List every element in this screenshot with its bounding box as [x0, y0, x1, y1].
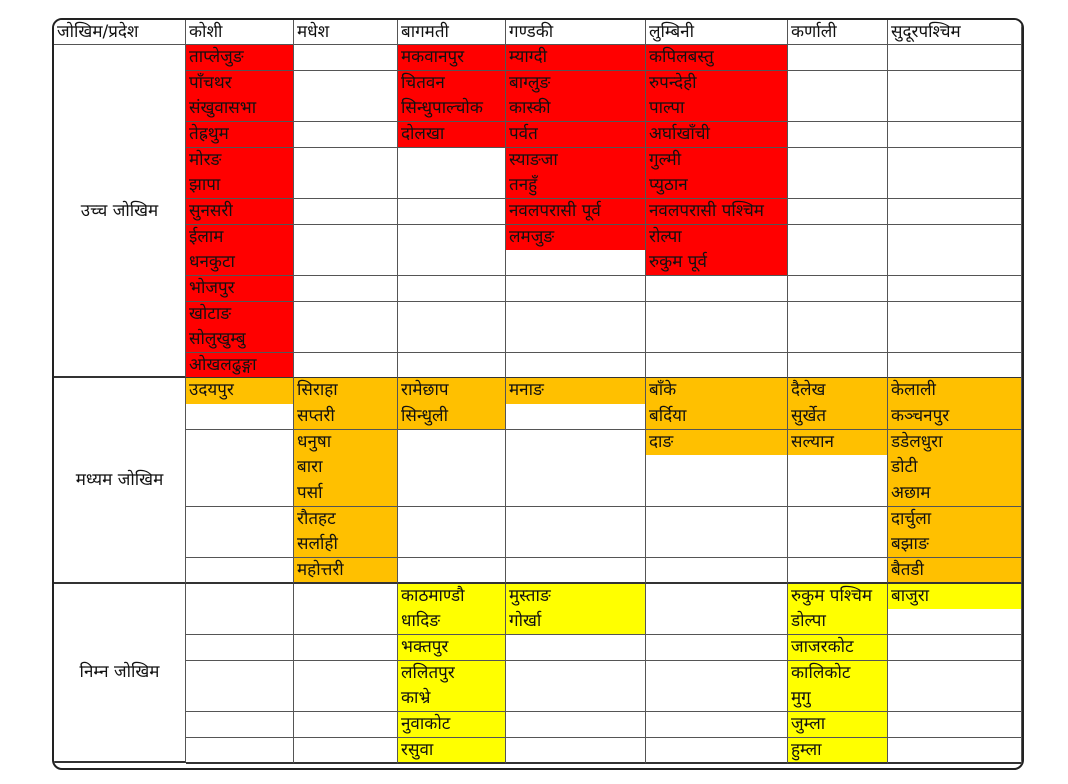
district-cell: रुकुम पूर्व	[646, 250, 788, 276]
empty-cell	[186, 507, 294, 533]
empty-cell	[294, 661, 398, 687]
empty-cell	[506, 635, 646, 661]
empty-cell	[294, 327, 398, 353]
empty-cell	[646, 507, 788, 533]
district-cell: अर्घाखाँची	[646, 122, 788, 148]
district-cell: पर्सा	[294, 481, 398, 507]
empty-cell	[646, 635, 788, 661]
header-category: जोखिम/प्रदेश	[54, 20, 186, 45]
empty-cell	[294, 686, 398, 712]
district-cell: केलाली	[888, 378, 1022, 404]
empty-cell	[506, 712, 646, 738]
district-cell: रसुवा	[398, 738, 506, 764]
empty-cell	[506, 250, 646, 276]
empty-cell	[186, 609, 294, 635]
empty-cell	[506, 353, 646, 379]
empty-cell	[398, 148, 506, 174]
empty-cell	[646, 661, 788, 687]
district-cell: काभ्रे	[398, 686, 506, 712]
empty-cell	[788, 199, 888, 225]
empty-cell	[398, 276, 506, 302]
district-cell: उदयपुर	[186, 378, 294, 404]
empty-cell	[506, 738, 646, 764]
district-cell: खोटाङ	[186, 302, 294, 328]
empty-cell	[398, 455, 506, 481]
district-cell: सुर्खेत	[788, 404, 888, 430]
district-cell: बाँके	[646, 378, 788, 404]
district-cell: जाजरकोट	[788, 635, 888, 661]
empty-cell	[398, 430, 506, 456]
district-cell: धनकुटा	[186, 250, 294, 276]
district-cell: दोलखा	[398, 122, 506, 148]
empty-cell	[294, 225, 398, 251]
district-cell: मोरङ	[186, 148, 294, 174]
district-cell: दार्चुला	[888, 507, 1022, 533]
district-cell: चितवन	[398, 71, 506, 97]
district-cell: बाग्लुङ	[506, 71, 646, 97]
empty-cell	[888, 276, 1022, 302]
empty-cell	[646, 455, 788, 481]
empty-cell	[646, 481, 788, 507]
district-cell: मुगु	[788, 686, 888, 712]
district-cell: पर्वत	[506, 122, 646, 148]
empty-cell	[788, 122, 888, 148]
empty-cell	[646, 302, 788, 328]
empty-cell	[888, 635, 1022, 661]
district-cell: ईलाम	[186, 225, 294, 251]
district-cell: कञ्चनपुर	[888, 404, 1022, 430]
empty-cell	[888, 45, 1022, 71]
empty-cell	[294, 96, 398, 122]
district-cell: रोल्पा	[646, 225, 788, 251]
empty-cell	[888, 609, 1022, 635]
district-cell: सर्लाही	[294, 532, 398, 558]
empty-cell	[888, 250, 1022, 276]
empty-cell	[888, 173, 1022, 199]
district-cell: सिन्धुपाल्चोक	[398, 96, 506, 122]
empty-cell	[888, 96, 1022, 122]
district-cell: जुम्ला	[788, 712, 888, 738]
empty-cell	[398, 327, 506, 353]
empty-cell	[398, 353, 506, 379]
empty-cell	[506, 327, 646, 353]
empty-cell	[788, 250, 888, 276]
empty-cell	[506, 276, 646, 302]
empty-cell	[294, 609, 398, 635]
header-province: सुदूरपश्चिम	[888, 20, 1022, 45]
risk-level-label: मध्यम जोखिम	[54, 378, 186, 583]
district-cell: धनुषा	[294, 430, 398, 456]
district-cell: पाल्पा	[646, 96, 788, 122]
risk-table-frame	[52, 18, 1024, 770]
empty-cell	[398, 302, 506, 328]
empty-cell	[294, 71, 398, 97]
header-province: कोशी	[186, 20, 294, 45]
empty-cell	[294, 45, 398, 71]
district-cell: दैलेख	[788, 378, 888, 404]
empty-cell	[788, 173, 888, 199]
district-cell: गुल्मी	[646, 148, 788, 174]
empty-cell	[186, 532, 294, 558]
district-cell: कपिलबस्तु	[646, 45, 788, 71]
empty-cell	[294, 122, 398, 148]
district-cell: कालिकोट	[788, 661, 888, 687]
empty-cell	[788, 96, 888, 122]
empty-cell	[294, 635, 398, 661]
empty-cell	[294, 302, 398, 328]
district-cell: ताप्लेजुङ	[186, 45, 294, 71]
empty-cell	[646, 609, 788, 635]
empty-cell	[186, 430, 294, 456]
empty-cell	[186, 404, 294, 430]
empty-cell	[398, 507, 506, 533]
header-province: मधेश	[294, 20, 398, 45]
empty-cell	[888, 122, 1022, 148]
empty-cell	[788, 45, 888, 71]
district-cell: नवलपरासी पश्चिम	[646, 199, 788, 225]
district-cell: रामेछाप	[398, 378, 506, 404]
header-province: गण्डकी	[506, 20, 646, 45]
empty-cell	[506, 686, 646, 712]
empty-cell	[888, 353, 1022, 379]
district-cell: नवलपरासी पूर्व	[506, 199, 646, 225]
empty-cell	[888, 327, 1022, 353]
empty-cell	[294, 199, 398, 225]
empty-cell	[888, 661, 1022, 687]
empty-cell	[646, 712, 788, 738]
district-cell: लमजुङ	[506, 225, 646, 251]
header-province: कर्णाली	[788, 20, 888, 45]
empty-cell	[888, 738, 1022, 764]
district-cell: हुम्ला	[788, 738, 888, 764]
district-cell: डडेलधुरा	[888, 430, 1022, 456]
empty-cell	[186, 635, 294, 661]
empty-cell	[506, 661, 646, 687]
empty-cell	[398, 481, 506, 507]
district-cell: भक्तपुर	[398, 635, 506, 661]
district-cell: सिराहा	[294, 378, 398, 404]
empty-cell	[788, 302, 888, 328]
empty-cell	[506, 558, 646, 584]
empty-cell	[186, 584, 294, 610]
risk-level-label: उच्च जोखिम	[54, 45, 186, 378]
empty-cell	[186, 481, 294, 507]
district-cell: मनाङ	[506, 378, 646, 404]
district-cell: मकवानपुर	[398, 45, 506, 71]
empty-cell	[186, 455, 294, 481]
district-cell: गोर्खा	[506, 609, 646, 635]
empty-cell	[186, 686, 294, 712]
empty-cell	[186, 712, 294, 738]
empty-cell	[788, 558, 888, 584]
district-cell: संखुवासभा	[186, 96, 294, 122]
empty-cell	[294, 584, 398, 610]
district-cell: बर्दिया	[646, 404, 788, 430]
district-cell: महोत्तरी	[294, 558, 398, 584]
empty-cell	[398, 532, 506, 558]
district-cell: काठमाण्डौ	[398, 584, 506, 610]
empty-cell	[646, 738, 788, 764]
district-cell: सिन्धुली	[398, 404, 506, 430]
district-cell: बारा	[294, 455, 398, 481]
empty-cell	[788, 353, 888, 379]
empty-cell	[888, 225, 1022, 251]
empty-cell	[888, 712, 1022, 738]
district-cell: रुकुम पश्चिम	[788, 584, 888, 610]
empty-cell	[646, 584, 788, 610]
empty-cell	[294, 353, 398, 379]
empty-cell	[888, 302, 1022, 328]
district-cell: मुस्ताङ	[506, 584, 646, 610]
empty-cell	[788, 148, 888, 174]
empty-cell	[506, 507, 646, 533]
empty-cell	[506, 481, 646, 507]
empty-cell	[398, 173, 506, 199]
empty-cell	[646, 686, 788, 712]
empty-cell	[788, 481, 888, 507]
district-cell: डोटी	[888, 455, 1022, 481]
district-cell: सल्यान	[788, 430, 888, 456]
header-province: बागमती	[398, 20, 506, 45]
district-cell: रुपन्देही	[646, 71, 788, 97]
empty-cell	[294, 148, 398, 174]
empty-cell	[294, 173, 398, 199]
district-cell: कास्की	[506, 96, 646, 122]
empty-cell	[294, 712, 398, 738]
district-cell: अछाम	[888, 481, 1022, 507]
district-cell: बाजुरा	[888, 584, 1022, 610]
district-cell: भोजपुर	[186, 276, 294, 302]
empty-cell	[788, 507, 888, 533]
empty-cell	[186, 661, 294, 687]
empty-cell	[646, 276, 788, 302]
empty-cell	[398, 199, 506, 225]
empty-cell	[186, 738, 294, 764]
district-cell: तनहुँ	[506, 173, 646, 199]
empty-cell	[888, 686, 1022, 712]
district-cell: सप्तरी	[294, 404, 398, 430]
district-cell: नुवाकोट	[398, 712, 506, 738]
district-cell: रौतहट	[294, 507, 398, 533]
empty-cell	[646, 532, 788, 558]
empty-cell	[398, 225, 506, 251]
district-cell: धादिङ	[398, 609, 506, 635]
district-cell: तेह्रथुम	[186, 122, 294, 148]
district-cell: पाँचथर	[186, 71, 294, 97]
header-province: लुम्बिनी	[646, 20, 788, 45]
empty-cell	[788, 532, 888, 558]
empty-cell	[506, 455, 646, 481]
district-cell: दाङ	[646, 430, 788, 456]
empty-cell	[506, 532, 646, 558]
district-cell: झापा	[186, 173, 294, 199]
district-cell: ओखलढुङ्गा	[186, 353, 294, 379]
empty-cell	[888, 199, 1022, 225]
empty-cell	[398, 558, 506, 584]
district-cell: बझाङ	[888, 532, 1022, 558]
empty-cell	[646, 353, 788, 379]
empty-cell	[646, 558, 788, 584]
empty-cell	[294, 276, 398, 302]
district-cell: डोल्पा	[788, 609, 888, 635]
district-cell: सुनसरी	[186, 199, 294, 225]
risk-level-label: निम्न जोखिम	[54, 584, 186, 764]
empty-cell	[888, 148, 1022, 174]
empty-cell	[398, 250, 506, 276]
district-cell: ललितपुर	[398, 661, 506, 687]
empty-cell	[294, 250, 398, 276]
empty-cell	[186, 558, 294, 584]
empty-cell	[788, 225, 888, 251]
district-cell: म्याग्दी	[506, 45, 646, 71]
empty-cell	[294, 738, 398, 764]
empty-cell	[788, 327, 888, 353]
district-cell: सोलुखुम्बु	[186, 327, 294, 353]
risk-table	[54, 20, 1022, 768]
empty-cell	[506, 302, 646, 328]
district-cell: स्याङजा	[506, 148, 646, 174]
empty-cell	[646, 327, 788, 353]
empty-cell	[506, 404, 646, 430]
empty-cell	[788, 276, 888, 302]
district-cell: बैतडी	[888, 558, 1022, 584]
empty-cell	[506, 430, 646, 456]
empty-cell	[888, 71, 1022, 97]
empty-cell	[788, 455, 888, 481]
district-cell: प्युठान	[646, 173, 788, 199]
empty-cell	[788, 71, 888, 97]
